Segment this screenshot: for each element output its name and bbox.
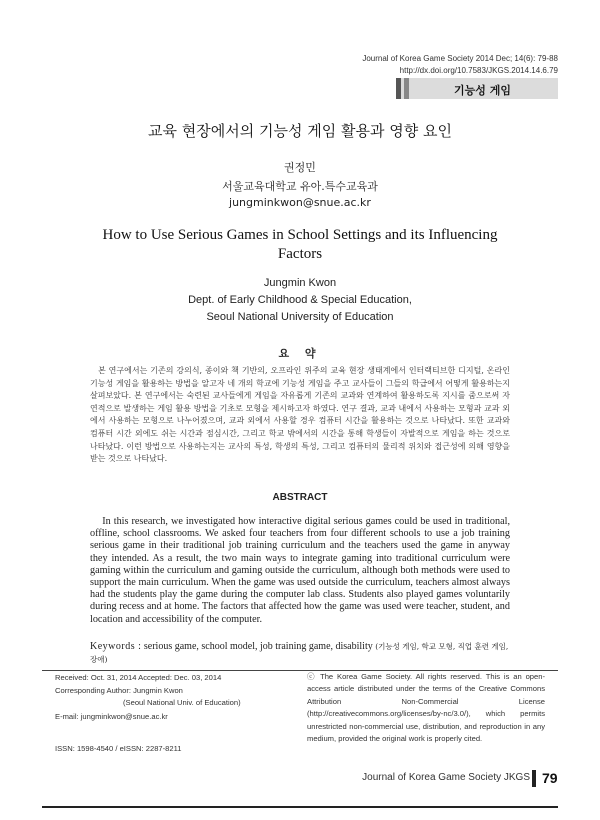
keywords-english: serious game, school model, job training game, disability	[143, 641, 373, 652]
english-title: How to Use Serious Games in School Settings and its Influencing Factors	[102, 227, 498, 262]
banner-stripe	[404, 78, 409, 99]
category-banner	[396, 78, 558, 99]
korean-affiliation: 서울교육대학교 유아.특수교육과	[222, 180, 378, 193]
english-abstract-heading: ABSTRACT	[272, 492, 328, 503]
korean-abstract: 본 연구에서는 기존의 강의식, 종이와 책 기반의, 오프라인 위주의 교육 현장 생태계에서 인터랙티브한 디지털, 온라인 기능성 게임을 활용하는 방법을 알고자 네 개의 학교에 기능성 게임을 주고 교사들이 그들의 학급에서 어떻게 활용하는지 살펴보았다. 본 연구에서는 숙련된 교사들에게 게임을 자유롭게 기존의 교과와 연계하여 활용하도록 지시를 줌으로써 자연적으로 발생하는 게임 활용 방법을 기초로 모형을 제시하고자 하였다. 연구 결과, 교과 내에서 사용하는 모형과 교과 외에서 사용하는 모형으로 나누어졌으며, 교과 외에서 사용할 경우 컴퓨터 시간을 활용하는 것으로 나타났다. 또한 교과와 컴퓨터 시간 외에도 쉬는 시간과 점심시간, 그리고 학교 밖에서의 시간을 통해 학생들이 자발적으로 게임을 하는 것으로 나타났다. 이런 방법으로 사용하는지는 교사의 특성, 학생의 특성, 그리고 컴퓨터의 물리적 위치와 접근성에 의해 영향을 받는 것으로 나타났다.	[90, 366, 510, 464]
korean-title: 교육 현장에서의 기능성 게임 활용과 영향 요인	[148, 122, 452, 140]
page-number: 79	[542, 770, 558, 786]
bottom-rule	[42, 806, 558, 808]
doi-link[interactable]: http://dx.doi.org/10.7583/JKGS.2014.14.6.79	[399, 66, 558, 75]
journal-citation: Journal of Korea Game Society 2014 Dec; 14(6): 79-88	[362, 54, 558, 63]
corresponding-author: Corresponding Author: Jungmin Kwon	[55, 686, 183, 695]
english-university: Seoul National University of Education	[206, 311, 394, 323]
english-author: Jungmin Kwon	[263, 277, 337, 289]
issn: ISSN: 1598-4540 / eISSN: 2287-8211	[55, 744, 182, 753]
footer-journal: Journal of Korea Game Society JKGS	[362, 772, 530, 783]
author-email: jungminkwon@snue.ac.kr	[229, 196, 371, 209]
copyright-notice: ⓒ The Korea Game Society. All rights reserved. This is an open-access article distributed under the terms of the Creative Commons Attribution Non-Commercial License (http://creativecommons.org/licenses/by-nc/3.0/), which permits unrestricted non-commercial use, distribution, and reproduction in any medium, provided the original work is properly cited.	[307, 672, 545, 744]
korean-abstract-heading: 요 약	[278, 347, 322, 360]
page-separator	[532, 770, 536, 787]
english-abstract: In this research, we investigated how interactive digital serious games could be used in traditional, offline, school classrooms. We asked four teachers from four different schools to use a job training serious game in their traditional job training curriculum and the teachers used the game in anyway they intended. As a result, the two main ways to integrate gaming into traditional curriculum were gaming within the curriculum and gaming outside the curriculum, although both methods were used to support the main curriculum. When the game was used outside the curriculum, teachers almost always had the students play the game during the computer lab class. Students also played games voluntarily during recess and at home. The factors that affected how the game was used were teacher, student, and location and accessibility of the computer.	[90, 516, 510, 625]
keywords-korean: (기능성 게임, 학교 모형, 직업 훈련 게임, 장애)	[90, 642, 509, 664]
banner-stripe	[396, 78, 401, 99]
keywords-label: Keywords :	[90, 641, 142, 652]
keywords	[90, 641, 510, 666]
corresponding-email: E-mail: jungminkwon@snue.ac.kr	[55, 712, 168, 721]
korean-author: 권정민	[284, 161, 316, 174]
received-dates: Received: Oct. 31, 2014 Accepted: Dec. 03, 2014	[55, 673, 222, 682]
corresponding-affiliation: (Seoul National Univ. of Education)	[123, 698, 241, 707]
english-affiliation: Dept. of Early Childhood & Special Education,	[188, 294, 412, 306]
category-label: 기능성 게임	[454, 84, 511, 97]
